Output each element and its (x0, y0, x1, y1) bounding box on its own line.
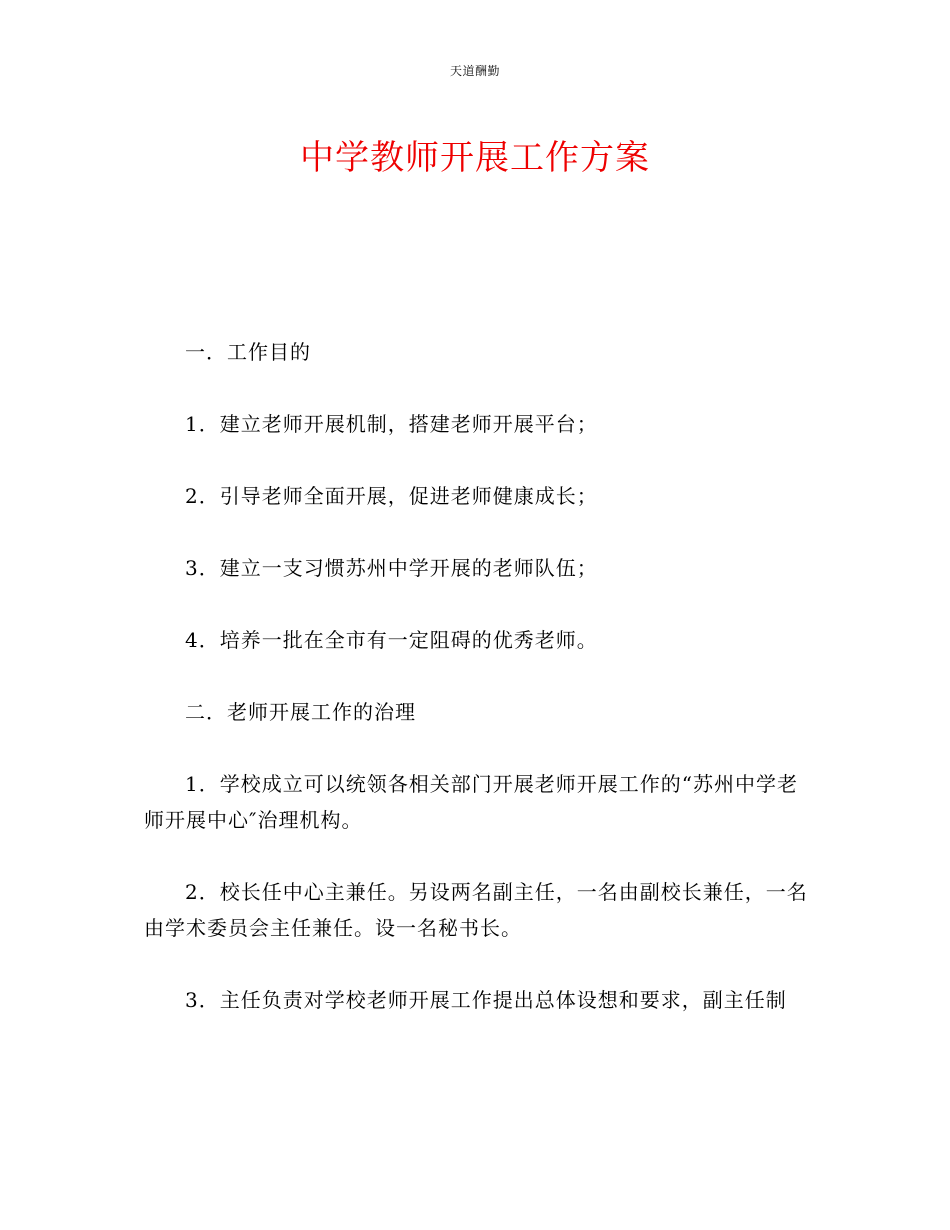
paragraph: 1．建立老师开展机制，搭建老师开展平台； (185, 412, 598, 436)
paragraph: 3．建立一支习惯苏州中学开展的老师队伍； (185, 556, 598, 580)
section-heading-1: 一．工作目的 (185, 340, 311, 364)
paragraph: 2．校长任中心主兼任。另设两名副主任，一名由副校长兼任，一名由学术委员会主任兼任。设一名秘书长。 (144, 880, 808, 940)
paragraph: 4．培养一批在全市有一定阻碍的优秀老师。 (185, 628, 598, 652)
page-header: 天道酬勤 (449, 64, 500, 78)
paragraph: 1．学校成立可以统领各相关部门开展老师开展工作的“苏州中学老师开展中心″治理机构。 (144, 772, 798, 832)
document-title: 中学教师开展工作方案 (300, 138, 650, 178)
paragraph: 3．主任负责对学校老师开展工作提出总体设想和要求，副主任制 (185, 988, 787, 1012)
document-body (144, 334, 808, 1054)
paragraph: 2．引导老师全面开展，促进老师健康成长； (185, 484, 598, 508)
section-heading-2: 二．老师开展工作的治理 (185, 700, 416, 724)
